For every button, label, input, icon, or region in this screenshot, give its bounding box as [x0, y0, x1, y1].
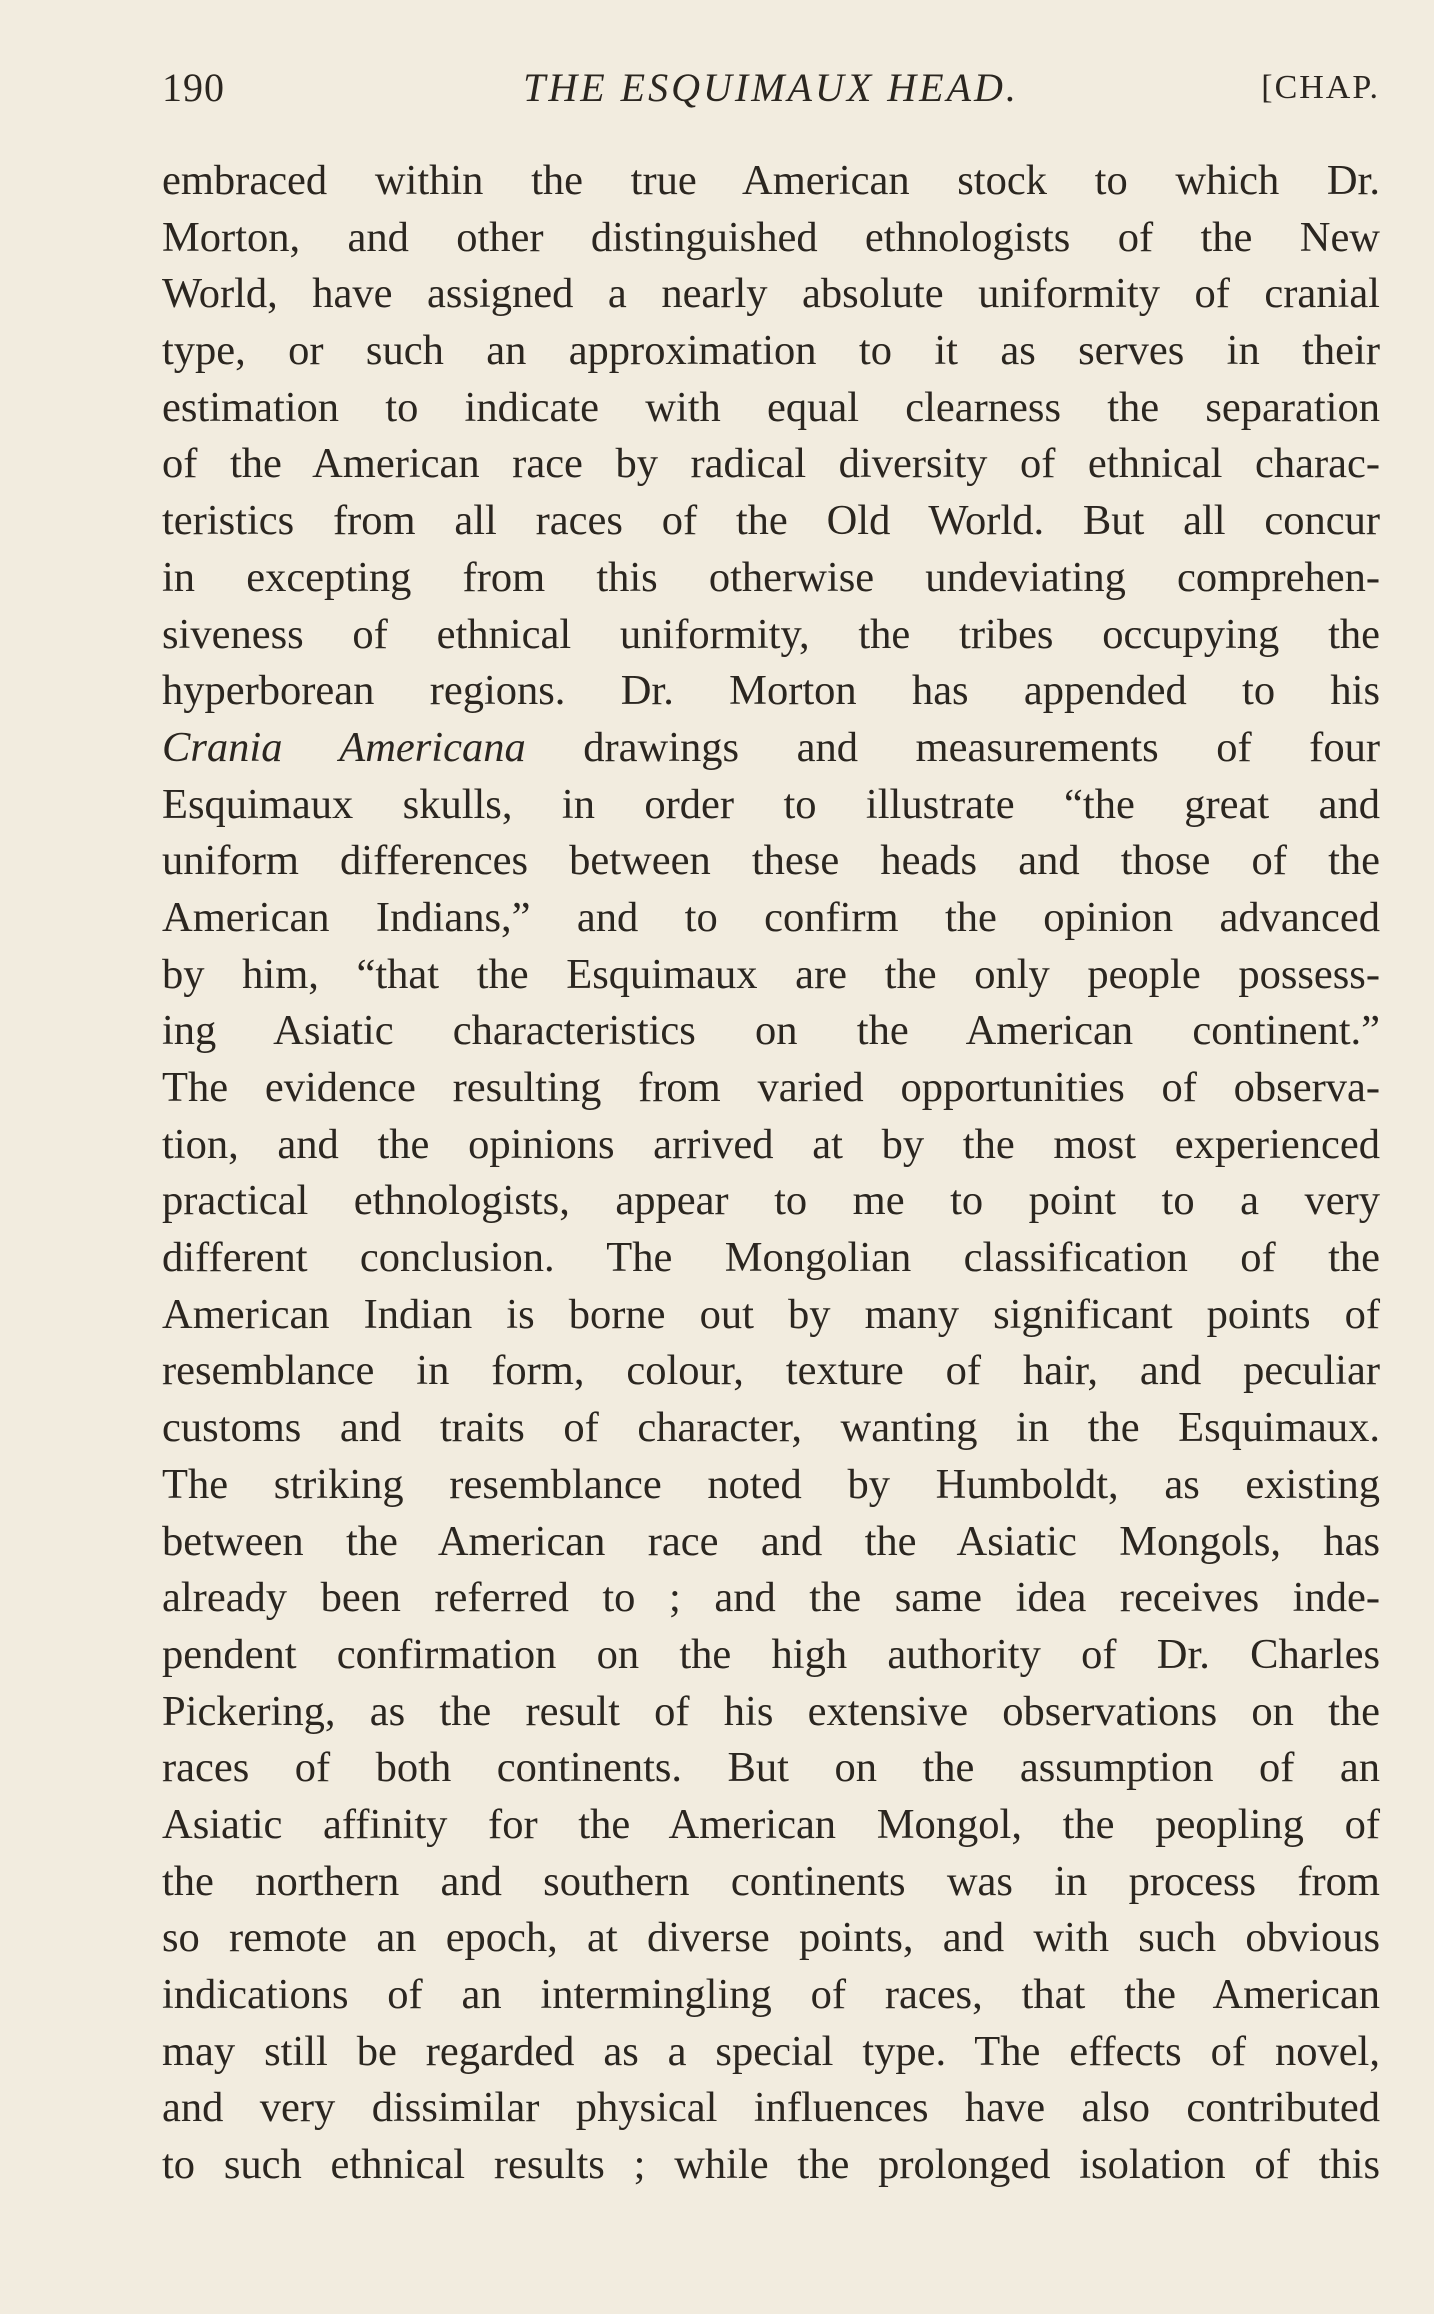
- text-line: of the American race by radical diversity of ethnical charac-: [162, 440, 1380, 488]
- text-line: American Indian is borne out by many significant points of: [162, 1290, 1380, 1338]
- text-line: Morton, and other distinguished ethnologists of the New: [162, 213, 1380, 261]
- body-text: [162, 153, 1380, 2194]
- text-line: may still be regarded as a special type. The effects of novel,: [162, 2027, 1380, 2075]
- text-line: The striking resemblance noted by Humboldt, as existing: [162, 1460, 1380, 1508]
- text-line: between the American race and the Asiatic Mongols, has: [162, 1517, 1380, 1565]
- text-line: pendent confirmation on the high authority of Dr. Charles: [162, 1630, 1380, 1678]
- page-number: 190: [162, 65, 225, 110]
- text-line: already been referred to ; and the same idea receives inde-: [162, 1574, 1380, 1622]
- chapter-label: [CHAP.: [1261, 69, 1380, 106]
- text-line: estimation to indicate with equal clearness the separation: [162, 383, 1380, 431]
- page-header: [162, 58, 1380, 118]
- text-line: ing Asiatic characteristics on the American continent.”: [162, 1007, 1380, 1055]
- text-line: races of both continents. But on the assumption of an: [162, 1744, 1380, 1792]
- text-line: resemblance in form, colour, texture of hair, and peculiar: [162, 1347, 1380, 1395]
- text-line: World, have assigned a nearly absolute uniformity of cranial: [162, 270, 1380, 318]
- text-line: Asiatic affinity for the American Mongol, the peopling of: [162, 1800, 1380, 1848]
- text-line: Pickering, as the result of his extensive observations on the: [162, 1687, 1380, 1735]
- text-line: American Indians,” and to confirm the opinion advanced: [162, 893, 1380, 941]
- text-line: type, or such an approximation to it as serves in their: [162, 327, 1380, 375]
- text-line: by him, “that the Esquimaux are the only people possess-: [162, 950, 1380, 998]
- text-line: different conclusion. The Mongolian classification of the: [162, 1234, 1380, 1282]
- text-line-rest: drawings and measurements of four: [525, 723, 1380, 771]
- text-line: in excepting from this otherwise undeviating comprehen-: [162, 553, 1380, 601]
- italic-book-title: Crania Americana: [162, 723, 526, 771]
- text-line: practical ethnologists, appear to me to point to a very: [162, 1177, 1380, 1225]
- running-title: THE ESQUIMAUX HEAD.: [523, 65, 1019, 110]
- text-line: and very dissimilar physical influences have also contributed: [162, 2084, 1380, 2132]
- text-line: to such ethnical results ; while the prolonged isolation of this: [162, 2141, 1380, 2189]
- text-line: so remote an epoch, at diverse points, and with such obvious: [162, 1914, 1380, 1962]
- text-line: teristics from all races of the Old World. But all concur: [162, 497, 1380, 545]
- text-line: the northern and southern continents was in process from: [162, 1857, 1380, 1905]
- text-line: customs and traits of character, wanting in the Esquimaux.: [162, 1404, 1380, 1452]
- text-line: hyperborean regions. Dr. Morton has appended to his: [162, 667, 1380, 715]
- text-line-with-italic-title: [162, 720, 1380, 777]
- text-line: indications of an intermingling of races, that the American: [162, 1971, 1380, 2018]
- text-line: tion, and the opinions arrived at by the most experienced: [162, 1120, 1380, 1168]
- text-line: Esquimaux skulls, in order to illustrate “the great and: [162, 780, 1380, 828]
- text-line: uniform differences between these heads and those of the: [162, 837, 1380, 885]
- text-line: embraced within the true American stock to which Dr.: [162, 157, 1380, 204]
- text-line: siveness of ethnical uniformity, the tribes occupying the: [162, 610, 1380, 658]
- text-line: The evidence resulting from varied opportunities of observa-: [162, 1064, 1380, 1111]
